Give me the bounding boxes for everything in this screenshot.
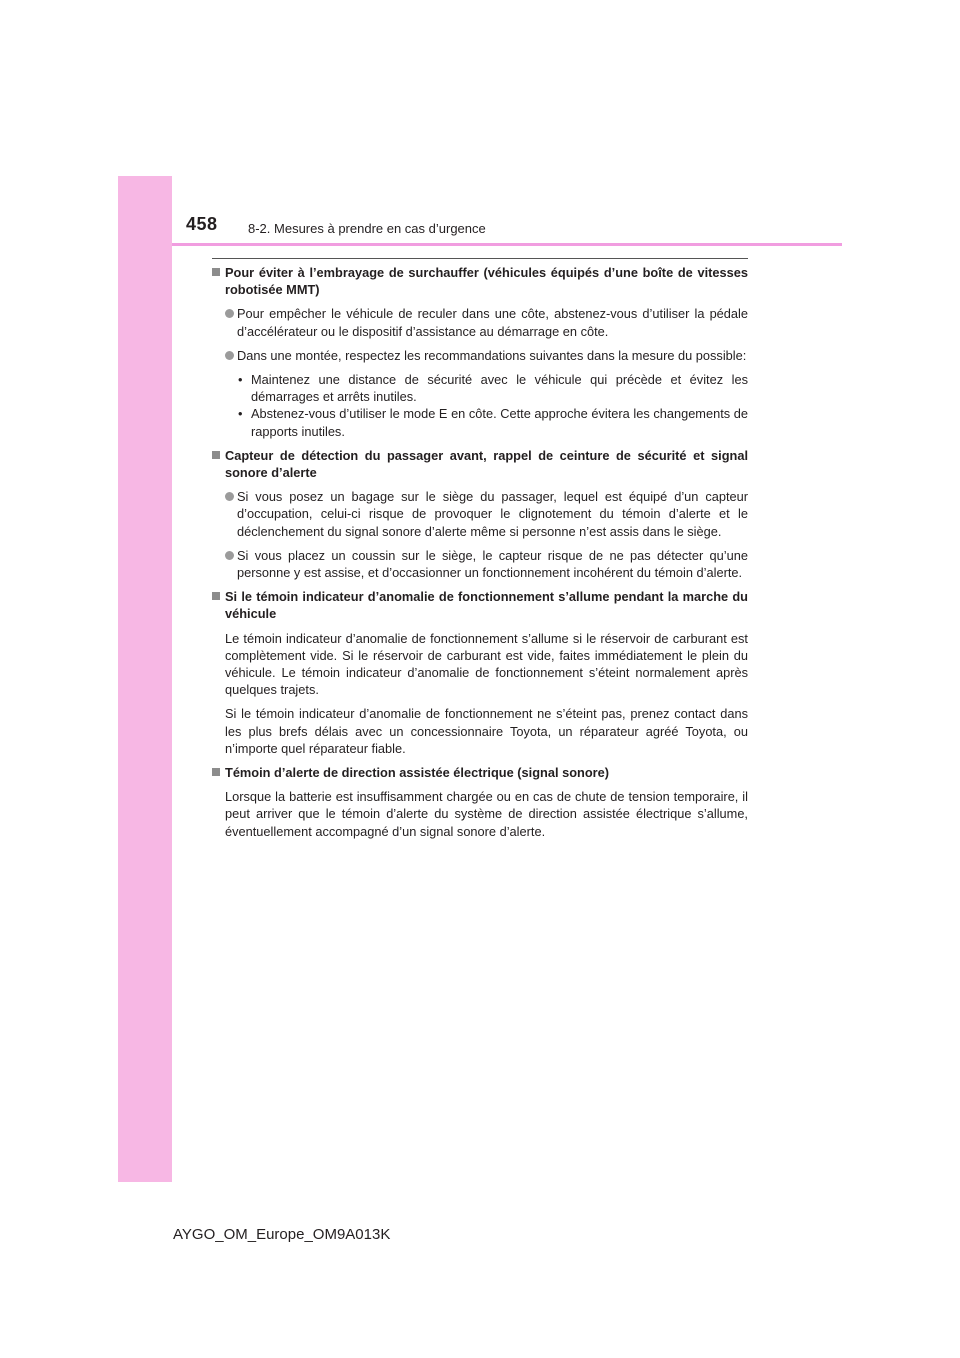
small-dot-icon: • [238, 372, 243, 388]
sub-list [212, 371, 748, 440]
section-title: 8-2. Mesures à prendre en cas d’urgence [248, 221, 486, 236]
list-item: Si vous placez un coussin sur le siège, le capteur risque de ne pas détecter qu’une personne y est assise, et d’occasionner un fonctionnement incohérent du témoin d’alerte. [212, 547, 748, 581]
header-rule [172, 243, 842, 246]
square-bullet-icon [212, 268, 220, 276]
square-bullet-icon [212, 592, 220, 600]
circle-bullet-icon [225, 351, 234, 360]
page-number: 458 [186, 214, 218, 234]
section-heading: Témoin d’alerte de direction assistée électrique (signal sonore) [212, 764, 748, 781]
paragraph: Si le témoin indicateur d’anomalie de fonctionnement ne s’éteint pas, prenez contact dans les plus brefs délais avec un concessionnaire Toyota, un réparateur agréé Toyota, ou n’importe quel réparateur fiable. [225, 706, 748, 756]
list-item: Pour empêcher le véhicule de reculer dans une côte, abstenez-vous d’utiliser la pédale d’accélérateur ou le dispositif d’assistance au démarrage en côte. [212, 305, 748, 339]
document-code: AYGO_OM_Europe_OM9A013K [173, 1226, 391, 1243]
circle-bullet-icon [225, 551, 234, 560]
sub-list-item: • Maintenez une distance de sécurité avec le véhicule qui précède et évitez les démarrages et arrêts inutiles. [238, 372, 748, 405]
paragraph: Lorsque la batterie est insuffisamment chargée ou en cas de chute de tension temporaire, il peut arriver que le témoin d’alerte du système de direction assistée électrique s’allume, éventuellement accompagné d’un signal sonore d’alerte. [225, 789, 748, 839]
content-top-rule [212, 258, 748, 259]
list-item: Si vous posez un bagage sur le siège du passager, lequel est équipé d’un capteur d’occupation, celui-ci risque de provoquer le clignotement du témoin d’alerte et le déclenchement du signal sonore d’alerte même si personne n’est assis dans le siège. [212, 488, 748, 540]
square-bullet-icon [212, 768, 220, 776]
section-heading: Pour éviter à l’embrayage de surchauffer (véhicules équipés d’une boîte de vitesses robotisée MMT) [212, 264, 748, 298]
chapter-side-tab [118, 176, 172, 1182]
square-bullet-icon [212, 451, 220, 459]
section-heading: Capteur de détection du passager avant, rappel de ceinture de sécurité et signal sonore d’alerte [212, 447, 748, 481]
small-dot-icon: • [238, 406, 243, 422]
sub-list-item: • Abstenez-vous d’utiliser le mode E en côte. Cette approche évitera les changements de rapports inutiles. [238, 406, 748, 439]
paragraph: Le témoin indicateur d’anomalie de fonctionnement s’allume si le réservoir de carburant est complètement vide. Si le réservoir de carburant est vide, faites immédiatement le plein du véhicule. Le témoin indicateur d’anomalie de fonctionnement s’éteint normalement après quelques trajets. [225, 630, 748, 698]
page-content [212, 264, 748, 847]
list-item: Dans une montée, respectez les recommandations suivantes dans la mesure du possible: [212, 347, 748, 364]
circle-bullet-icon [225, 309, 234, 318]
section-heading: Si le témoin indicateur d’anomalie de fonctionnement s’allume pendant la marche du véhicule [212, 588, 748, 622]
circle-bullet-icon [225, 492, 234, 501]
